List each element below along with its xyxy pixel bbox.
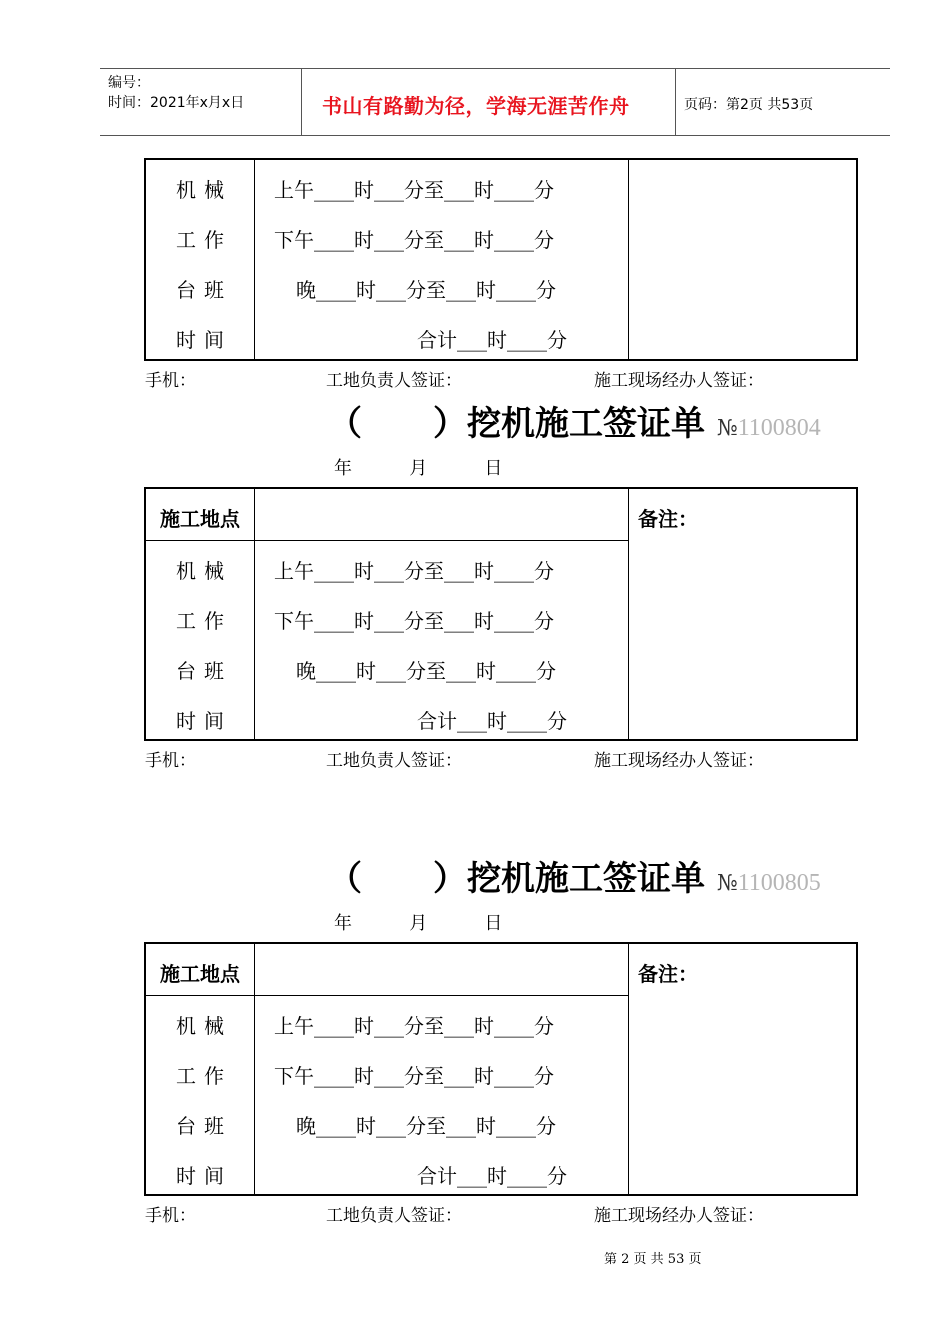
- row-label-work: 工作: [176, 228, 232, 252]
- evening-row: 晚____时___分至___时____分: [296, 659, 556, 683]
- table-divider: [628, 944, 629, 1194]
- morning-row: 上午____时___分至___时____分: [274, 559, 554, 583]
- serial-mark: №: [716, 416, 738, 441]
- time-label: 时间：2021年x月x日: [108, 95, 245, 111]
- form-title-text: （ ）挖机施工签证单: [328, 859, 717, 899]
- row-label-shift: 台班: [176, 1114, 232, 1138]
- site-manager-sign: 工地负责人签证：: [326, 751, 462, 771]
- phone-label: 手机：: [145, 371, 196, 391]
- page-info: 页码：第2页 共53页: [684, 97, 814, 113]
- header-top-rule: [100, 68, 890, 69]
- form-date: 年 月 日: [334, 458, 503, 479]
- form-title: [328, 851, 821, 900]
- total-row: 合计___时____分: [417, 328, 567, 352]
- field-agent-sign: 施工现场经办人签证：: [594, 751, 764, 771]
- form-date: 年 月 日: [334, 913, 503, 934]
- row-label-machine: 机械: [176, 559, 232, 583]
- table-divider: [628, 489, 629, 739]
- number-label: 编号：: [108, 75, 150, 91]
- row-label-shift: 台班: [176, 659, 232, 683]
- serial-mark: №: [716, 871, 738, 896]
- remark-label: 备注：: [638, 962, 698, 986]
- evening-row: 晚____时___分至___时____分: [296, 278, 556, 302]
- motto: 书山有路勤为径，学海无涯苦作舟: [322, 94, 630, 118]
- field-agent-sign: 施工现场经办人签证：: [594, 1206, 764, 1226]
- field-agent-sign: 施工现场经办人签证：: [594, 371, 764, 391]
- afternoon-row: 下午____时___分至___时____分: [274, 609, 554, 633]
- phone-label: 手机：: [145, 1206, 196, 1226]
- table-row-divider: [146, 540, 628, 541]
- total-row: 合计___时____分: [417, 709, 567, 733]
- row-label-time: 时间: [176, 328, 232, 352]
- partial-form-table: [144, 158, 858, 361]
- row-label-machine: 机械: [176, 1014, 232, 1038]
- table-divider: [628, 160, 629, 359]
- header-bottom-rule: [100, 135, 890, 136]
- header-divider-left: [301, 68, 302, 136]
- form-title-text: （ ）挖机施工签证单: [328, 404, 717, 444]
- row-label-machine: 机械: [176, 178, 232, 202]
- serial-number: 1100804: [737, 415, 821, 441]
- header-divider-right: [675, 68, 676, 136]
- morning-row: 上午____时___分至___时____分: [274, 178, 554, 202]
- row-label-shift: 台班: [176, 278, 232, 302]
- remark-label: 备注：: [638, 507, 698, 531]
- total-row: 合计___时____分: [417, 1164, 567, 1188]
- evening-row: 晚____时___分至___时____分: [296, 1114, 556, 1138]
- row-label-work: 工作: [176, 1064, 232, 1088]
- site-manager-sign: 工地负责人签证：: [326, 371, 462, 391]
- phone-label: 手机：: [145, 751, 196, 771]
- row-label-time: 时间: [176, 1164, 232, 1188]
- form-title: [328, 396, 821, 445]
- serial-number: 1100805: [737, 870, 821, 896]
- table-row-divider: [146, 995, 628, 996]
- row-label-work: 工作: [176, 609, 232, 633]
- site-label: 施工地点: [160, 507, 240, 531]
- morning-row: 上午____时___分至___时____分: [274, 1014, 554, 1038]
- form-table: [144, 487, 858, 741]
- form-table: [144, 942, 858, 1196]
- site-manager-sign: 工地负责人签证：: [326, 1206, 462, 1226]
- page-footer: 第 2 页 共 53 页: [604, 1252, 702, 1267]
- afternoon-row: 下午____时___分至___时____分: [274, 228, 554, 252]
- site-label: 施工地点: [160, 962, 240, 986]
- row-label-time: 时间: [176, 709, 232, 733]
- afternoon-row: 下午____时___分至___时____分: [274, 1064, 554, 1088]
